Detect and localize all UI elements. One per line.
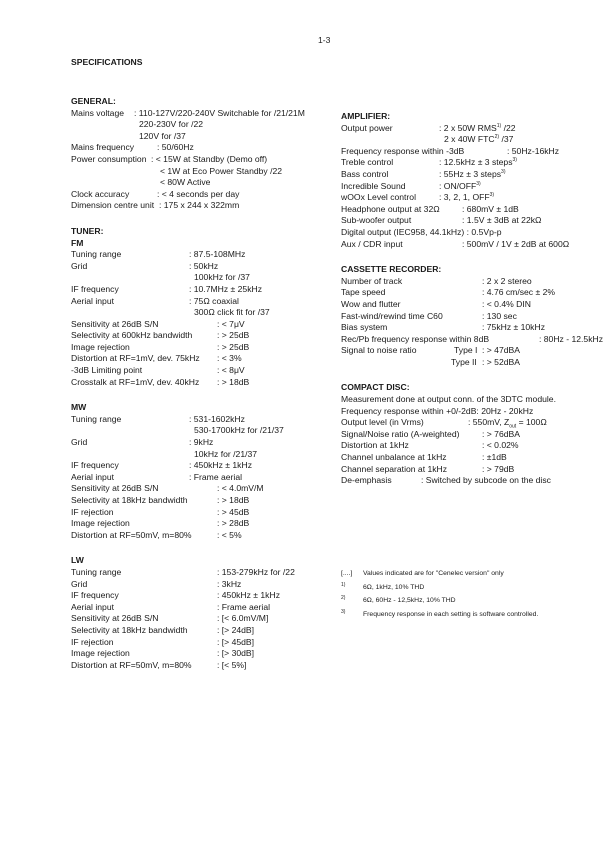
fm-spec-row [71,261,331,273]
spec-label: Sensitivity at 26dB S/N [71,483,159,494]
cd-rows [341,429,586,475]
spec-label: Number of track [341,275,403,286]
fm-heading: FM [71,237,84,248]
spec-value: : > 45dB [217,506,250,517]
spec-label: Selectivity at 18kHz bandwidth [71,624,188,635]
amplifier-heading: AMPLIFIER: [341,111,391,121]
document-title: SPECIFICATIONS [71,57,143,67]
power-row: Power consumption : < 15W at Standby (Demo off) [71,153,268,164]
cd-measurement-row: Measurement done at output conn. of the 3DTC module. [341,394,556,405]
lw-spec-row [71,648,331,660]
footnote-row [341,581,586,595]
spec-value: : Frame aerial [189,471,243,482]
spec-value: : [> 24dB] [217,624,255,635]
spec-label: Image rejection [71,648,130,659]
footnote-text: 6Ω, 60Hz - 12,5kHz, 10% THD [363,597,456,605]
fm-spec-row [71,365,331,377]
footnote-mark: 1) [341,581,346,588]
digital-output-row: Digital output (IEC958, 44.1kHz) : 0.5Vp-p [341,226,502,237]
spec-value: : < 8μV [217,365,245,376]
spec-value: : 130 sec [482,310,517,321]
spec-value: 100kHz for /37 [194,272,250,283]
treble-row: Treble control : 12.5kHz ± 3 steps$^{3)}$ [341,157,517,168]
output-power-row: Output power : 2 x 50W RMS$^{1)}$ /22 [341,122,516,133]
lw-spec-row [71,625,331,637]
cd-spec-row [341,429,586,441]
spec-label: Distortion at RF=50mV, m=80% [71,529,192,540]
fm-spec-row [71,249,331,261]
footnote-row [341,594,586,608]
spec-label: Fast-wind/rewind time C60 [341,310,443,321]
spec-label: Wow and flutter [341,298,401,309]
spec-label: Crosstalk at RF=1mV, dev. 40kHz [71,376,200,387]
spec-label: Signal/Noise ratio (A-weighted) [341,428,460,439]
aux-row: Aux / CDR input : 500mV / 1V ± 2dB at 600Ω [341,238,570,249]
footnote-row [341,567,586,581]
power-row-3: < 80W Active [160,177,211,188]
spec-value: : ±1dB [482,452,507,463]
spec-label: Rec/Pb frequency response within 8dB [341,333,490,344]
cd-heading: COMPACT DISC: [341,382,410,393]
mains-frequency-row: Mains frequency : 50/60Hz [71,142,194,153]
clock-row: Clock accuracy : < 4 seconds per day [71,188,240,199]
spec-value: : [> 30dB] [217,648,255,659]
spec-value: : 87.5-108MHz [189,249,246,260]
dimension-row: Dimension centre unit : 175 x 244 x 322mm [71,200,240,211]
spec-label: Selectivity at 18kHz bandwidth [71,495,188,505]
spec-value: : > 76dBA [482,428,520,439]
lw-rows [71,567,331,671]
spec-label: Grid [71,437,88,448]
cassette-heading: CASSETTE RECORDER: [341,264,442,275]
snr-row-2: Type II : > 52dBA [451,356,520,367]
spec-label: IF rejection [71,506,114,517]
spec-value: : > 25dB [217,341,250,352]
mw-spec-row [71,483,331,495]
spec-value: : [> 45dB] [217,636,255,647]
spec-label: Tape speed [341,287,386,298]
spec-value: : 50kHz [189,260,219,271]
output-power-row-2: 2 x 40W FTC$^{2)}$ /37 [444,134,514,145]
lw-spec-row [71,660,331,672]
subwoofer-row: Sub-woofer output : 1.5V ± 3dB at 22kΩ [341,215,542,226]
cd-freq-row: Frequency response within +0/-2dB: 20Hz - 20kHz [341,405,534,416]
mw-spec-row [71,518,331,530]
tuner-heading: TUNER: [71,225,104,236]
mains-voltage-row-3: 120V for /37 [139,130,186,141]
mw-spec-row [71,530,331,542]
spec-label: Channel separation at 1kHz [341,463,448,474]
spec-label: Distortion at 1kHz [341,440,409,451]
spec-label: Distortion at RF=50mV, m=80% [71,659,192,670]
spec-value: : 450kHz ± 1kHz [217,590,280,601]
spec-value: : 10.7MHz ± 25kHz [189,283,263,294]
lw-spec-row [71,637,331,649]
lw-spec-row [71,602,331,614]
mains-voltage-row-2: 220-230V for /22 [139,119,204,130]
spec-label: Tuning range [71,249,122,260]
spec-value: : > 28dB [217,518,250,529]
mw-spec-row [71,425,331,437]
mw-spec-row [71,495,331,507]
footnote-text: Values indicated are for "Cenelec version" only [363,570,504,577]
lw-spec-row [71,579,331,591]
footnote-mark: [....] [341,570,353,577]
lw-spec-row [71,567,331,579]
fm-rows [71,249,331,388]
spec-value: : 4.76 cm/sec ± 2% [482,287,556,298]
right-column [341,111,603,487]
spec-label: IF frequency [71,590,119,601]
spec-value: : [< 6.0mV/M] [217,613,269,624]
left-column [71,96,331,671]
spec-value: : > 18dB [217,376,250,387]
mw-spec-row [71,437,331,449]
spec-value: : 153-279kHz for /22 [217,566,295,577]
incredible-row: Incredible Sound : ON/OFF$^{3)}$ [341,180,481,191]
footnotes [341,567,586,621]
spec-value: : 450kHz ± 1kHz [189,460,252,471]
cassette-spec-row [341,311,586,323]
deemphasis-row: De-emphasis : Switched by subcode on the disc [341,475,551,486]
spec-label: Tuning range [71,413,122,424]
fm-spec-row [71,272,331,284]
spec-value: : < 5% [217,529,242,540]
spec-value: : 3kHz [217,578,242,589]
spec-value: : < 4.0mV/M [217,483,264,494]
spec-label: Sensitivity at 26dB S/N [71,613,159,624]
fm-spec-row [71,307,331,319]
spec-value: : < 0.4% DIN [482,298,531,309]
fm-spec-row [71,377,331,389]
footnote-mark: 2) [341,595,346,602]
spec-label: Grid [71,260,88,271]
bass-row: Bass control : 55Hz ± 3 steps$^{3)}$ [341,168,506,179]
spec-value: : > 18dB [217,495,250,505]
spec-label: Aerial input [71,601,114,612]
lw-spec-row [71,590,331,602]
power-row-2: < 1W at Eco Power Standby /22 [160,165,283,176]
spec-label: Channel unbalance at 1kHz [341,452,447,463]
spec-label: IF frequency [71,283,119,294]
spec-value: : 75Ω coaxial [189,295,239,306]
fm-spec-row [71,284,331,296]
woox-row: wOOx Level control : 3, 2, 1, OFF$^{3)}$ [341,192,495,203]
spec-label: IF frequency [71,460,119,471]
cd-spec-row [341,452,586,464]
fm-spec-row [71,342,331,354]
cassette-spec-row [341,333,603,346]
spec-value: 530-1700kHz for /21/37 [194,425,284,436]
fm-spec-row [71,296,331,308]
footnote-text: Frequency response in each setting is software controlled. [363,610,539,618]
spec-value: : 531-1602kHz [189,413,245,424]
fm-spec-row [71,353,331,365]
cd-output-level-row: Output level (in Vrms) : 550mV, $Z_{out} = 100\Omega$ [341,417,547,430]
headphone-row: Headphone output at 32Ω : 680mV ± 1dB [341,203,519,214]
snr-row: Signal to noise ratio Type I : > 47dBA [341,345,520,356]
spec-value: : 2 x 2 stereo [482,275,532,286]
spec-value: : > 25dB [217,330,250,341]
spec-value: : 75kHz ± 10kHz [482,322,545,333]
spec-label: Tuning range [71,566,122,577]
spec-value: : 9kHz [189,437,214,448]
spec-label: Distortion at RF=1mV, dev. 75kHz [71,353,200,364]
page-number: 1-3 [318,35,331,45]
footnote-text: 6Ω, 1kHz, 10% THD [363,583,425,591]
spec-label: Image rejection [71,341,130,352]
spec-label: Grid [71,578,88,589]
lw-heading: LW [71,555,84,566]
spec-value: : > 79dB [482,463,515,474]
spec-label: Sensitivity at 26dB S/N [71,318,159,329]
spec-label: Image rejection [71,518,130,529]
cd-spec-row [341,464,586,476]
fm-spec-row [71,319,331,331]
freq-resp-row: Frequency response within -3dB : 50Hz-16kHz [341,145,560,156]
mw-heading: MW [71,402,87,413]
spec-label: Aerial input [71,295,114,306]
mw-spec-row [71,449,331,461]
cassette-spec-row [341,287,586,299]
spec-value: 10kHz for /21/37 [194,448,258,459]
cassette-spec-row [341,276,586,288]
spec-label: IF rejection [71,636,114,647]
mains-voltage-row: Mains voltage : 110-127V/220-240V Switchable for /21/21M [71,107,305,118]
spec-value: : Frame aerial [217,601,271,612]
fm-spec-row [71,330,331,342]
mw-spec-row [71,414,331,426]
mw-spec-row [71,460,331,472]
spec-value: : < 3% [217,353,242,364]
spec-value: : < 0.02% [482,440,519,451]
spec-label: -3dB Limiting point [71,365,143,376]
spec-value: 300Ω click fit for /37 [194,307,270,318]
mw-spec-row [71,472,331,484]
spec-label: Aerial input [71,471,114,482]
footnote-row [341,608,586,622]
spec-label: Selectivity at 600kHz bandwidth [71,330,193,341]
spec-value: : [< 5%] [217,659,247,670]
spec-value: : 80Hz - 12.5kHz [539,333,603,344]
cd-spec-row [341,440,586,452]
footnote-mark: 3) [341,608,346,615]
cassette-rows [341,275,603,346]
lw-spec-row [71,613,331,625]
cassette-spec-row [341,299,586,311]
spec-label: Bias system [341,322,388,333]
cassette-spec-row [341,322,586,334]
mw-rows [71,414,331,542]
general-heading: GENERAL: [71,96,116,106]
mw-spec-row [71,507,331,519]
spec-value: : < 7μV [217,318,245,329]
